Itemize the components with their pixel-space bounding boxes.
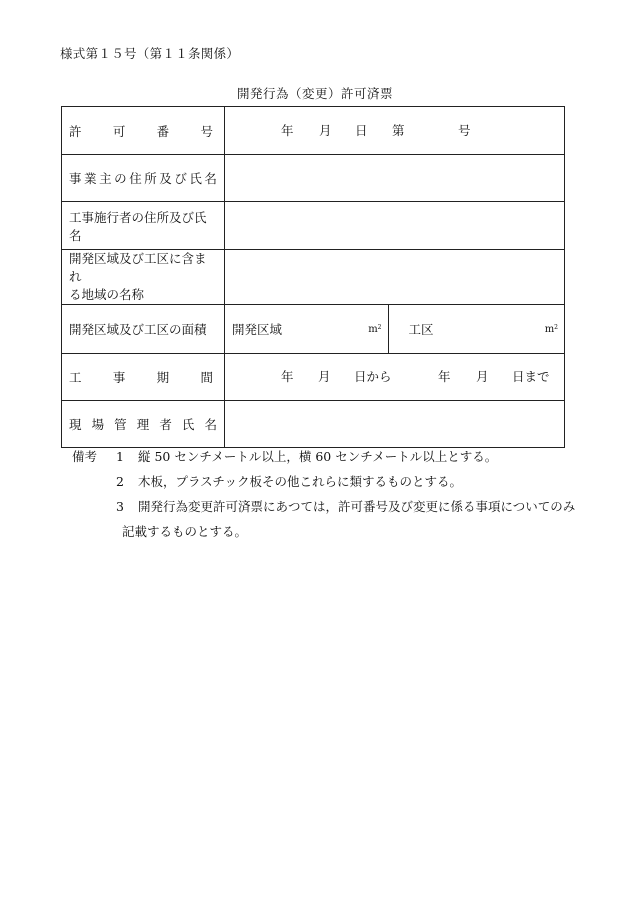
dev-area-label: 開発区域 [232, 322, 283, 337]
area-size-label-text: 開発区域及び工区の面積 [69, 322, 207, 337]
label-char: 事 [112, 370, 126, 385]
site-manager-value [225, 401, 565, 448]
row-permit-number [62, 107, 565, 155]
label-char: 号 [200, 123, 213, 139]
remark-number: 3 [116, 499, 124, 514]
label-char: 番 [156, 123, 170, 139]
label-char: 事 [69, 171, 82, 186]
remark-continuation: 記載するものとする。 [122, 524, 248, 539]
label-char: 名 [204, 417, 217, 432]
area-name-label [62, 250, 225, 305]
label-char: 期 [156, 370, 170, 385]
label-char: 現 [69, 417, 82, 432]
business-owner-label [62, 155, 225, 202]
work-area-label: 工区 [408, 322, 434, 337]
work-period-label [62, 354, 225, 401]
permit-number-value [225, 107, 565, 155]
remark-text: 縦 50 センチメートル以上，横 60 センチメートル以上とする。 [138, 449, 498, 464]
remark-text: 木板，プラスチック板その他これらに類するものとする。 [138, 474, 463, 489]
permit-number-label [62, 107, 225, 155]
from-day: 日から [354, 369, 392, 384]
label-char: 氏 [181, 417, 195, 432]
year-char: 年 [281, 122, 294, 138]
label-char: 及 [159, 171, 172, 186]
number-suffix: 号 [458, 122, 471, 138]
permit-table [61, 106, 565, 448]
month-char: 月 [319, 122, 332, 138]
contractor-label-text: 工事施行者の住所及び氏名 [69, 209, 207, 243]
to-month: 月 [476, 369, 489, 384]
row-area-name [62, 250, 565, 305]
area-size-label [62, 305, 225, 354]
label-char: 工 [69, 370, 82, 385]
label-char: 所 [144, 171, 157, 186]
remark-number: 2 [116, 474, 124, 489]
label-char: 管 [114, 417, 127, 432]
label-char: び [174, 171, 187, 186]
remark-item [72, 494, 575, 519]
from-month: 月 [318, 369, 331, 384]
work-period-value [225, 354, 565, 401]
form-reference: 様式第１５号（第１１条関係） [60, 46, 240, 61]
row-contractor [62, 202, 565, 250]
label-char: 業 [84, 171, 97, 186]
area-size-value [225, 305, 565, 354]
label-char: 名 [204, 171, 217, 186]
label-char: 者 [159, 417, 172, 432]
label-char: 間 [200, 370, 213, 385]
label-char: の [114, 171, 127, 186]
label-char: 氏 [189, 171, 202, 186]
square-meter-unit: $m^2$ [368, 323, 382, 335]
from-year: 年 [281, 369, 294, 384]
remark-number: 1 [116, 449, 124, 464]
form-title: 開発行為（変更）許可済票 [236, 86, 393, 101]
remark-item [72, 444, 575, 469]
contractor-label [62, 202, 225, 250]
row-site-manager [62, 401, 565, 448]
row-work-period [62, 354, 565, 401]
site-manager-label [62, 401, 225, 448]
dev-area-cell [225, 305, 389, 353]
area-name-label-line1: 開発区域及び工区に含まれ [69, 251, 207, 284]
label-char: 可 [112, 123, 126, 139]
label-char: 許 [69, 123, 82, 139]
work-area-cell [389, 305, 565, 353]
label-char: 場 [91, 417, 105, 432]
contractor-value [225, 202, 565, 250]
label-char: 住 [129, 171, 142, 186]
remarks-heading: 備考 [72, 449, 98, 464]
area-name-value [225, 250, 565, 305]
day-char: 日 [355, 122, 368, 138]
remark-item [72, 469, 575, 494]
label-char: 理 [136, 417, 150, 432]
row-business-owner [62, 155, 565, 202]
business-owner-value [225, 155, 565, 202]
area-name-label-line2: る地域の名称 [69, 287, 145, 302]
to-day: 日まで [512, 369, 550, 384]
remark-text: 開発行為変更許可済票にあつては，許可番号及び変更に係る事項についてのみ [138, 499, 576, 514]
to-year: 年 [438, 369, 451, 384]
number-prefix: 第 [392, 122, 405, 138]
label-char: 主 [99, 171, 112, 186]
remarks [72, 444, 575, 544]
row-area-size [62, 305, 565, 354]
square-meter-unit: $m^2$ [544, 323, 558, 335]
